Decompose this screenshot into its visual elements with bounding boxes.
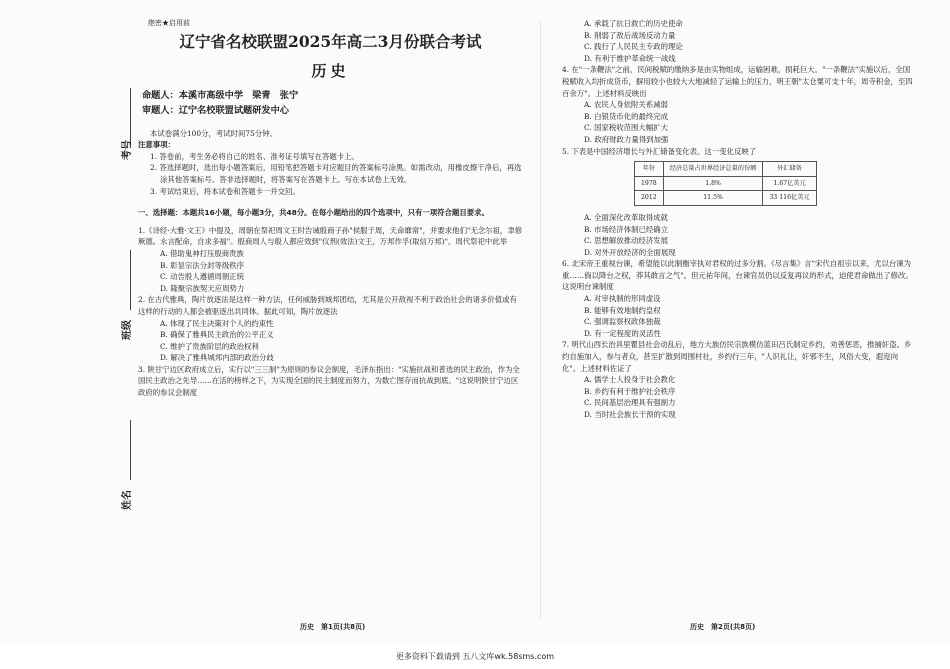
score-note: 本试卷满分100分，考试时间75分钟。 — [150, 128, 277, 138]
side-line-exam-no — [130, 88, 131, 148]
question-1-stem: 1.《诗经·大雅·文王》中提及，周朝在祭祀周文王时告诫殷商子孙"侯服于周，天命靡常"，并要求他们"无念尔祖，聿修厥德。永言配命，自求多福"。殷商周人与殷人都应效到"仪刑(效法)文王，万邦作孚(取信万邦)"。周代祭祀中此举 — [138, 225, 523, 247]
notice-heading: 注意事项： — [138, 140, 175, 150]
q6-option-d: D. 有一定程度的灵活性 — [584, 328, 661, 338]
notice-item: 2. 答选择题时，选出每小题答案后，用铅笔把答题卡对应题目的答案标号涂黑。如需改动，用橡皮擦干净后，再选涂其他答案标号。答非选择题时，将答案写在答题卡上。写在本试卷上无效。 — [150, 163, 522, 184]
q1-option-d: D. 隆聚宗族契天应周势力 — [160, 283, 245, 293]
q3-option-b: B. 削弱了敌后战场反动力量 — [584, 30, 676, 40]
q3-option-a: A. 承载了抗日救亡的历史使命 — [584, 19, 683, 28]
download-note: 更多资料下载请到 五八文库wk.58sms.com — [0, 645, 950, 669]
economy-table — [634, 161, 817, 206]
notice-item: 3. 考试结束后，将本试卷和答题卡一并交回。 — [150, 186, 300, 196]
table-cell: 11.5% — [663, 191, 763, 206]
question-7-stem: 7. 明代山西长治具里瞿县社会动乱后，地方大族仿民宗族模仿蓝田吕氏制定乡约，劝善惩恶，推捕奸盗。乡约自施加入，参与者众，甚至扩散到周围村社，乡约行三年，"人识礼让，奸邪不生，风俗大变，遐迩向化"。上述材料佐证了 — [562, 340, 912, 373]
side-label-exam-no: 考号 — [122, 140, 133, 160]
page-1 — [138, 18, 523, 399]
table-cell: 33 116亿美元 — [763, 191, 816, 206]
question-2-stem: 2. 在古代雅典，陶片放逐法是这样一种方法，任何威胁到城邦团结，尤其是公开敌视不利于政治社会的诸多价值或有这样的行动的人都会被驱逐出共同体。据此可知，陶片放逐法 — [138, 295, 517, 316]
footer-page-1: 历史 第1页(共8页) — [300, 623, 366, 631]
q2-option-c: C. 维护了贵族阶层的政治权利 — [160, 341, 259, 351]
table-header: 年份 — [635, 162, 664, 177]
q1-option-b: B. 彰显宗法分封等级秩序 — [160, 260, 245, 270]
question-3-stem: 3. 陕甘宁边区政府成立后，实行以"三三制"为原则的参议会制度，毛泽东指出："实施抗战和普选的民主政治，作为全国民主政治之先导……在活的榜样之下，为实现全国的民主制度而努力，为数亡图存而抗战到底。"这说明陕甘宁边区政府的参议会制度 — [138, 364, 520, 398]
page-divider — [540, 20, 541, 620]
q3-option-c: C. 践行了人民民主专政的理论 — [584, 42, 683, 52]
table-cell: 2012 — [635, 191, 664, 206]
table-header: 外汇储备 — [763, 162, 816, 177]
q2-option-d: D. 解决了雅典城邦内部的政治分歧 — [160, 353, 274, 363]
side-label-class: 班级 — [122, 320, 133, 340]
footer-page-2: 历史 第2页(共8页) — [690, 623, 756, 631]
q4-option-a: A. 农民人身依附关系减弱 — [584, 100, 668, 110]
reviewer-line: 审题人：辽宁名校联盟试题研发中心 — [142, 104, 289, 116]
side-line-class — [130, 250, 131, 310]
q2-option-a: A. 体现了民主决策对个人的约束性 — [160, 318, 274, 328]
q3-option-d: D. 有利于维护革命统一战线 — [584, 53, 676, 63]
question-5-stem: 5. 下表是中国经济增长与外汇储备变化表。这一变化反映了 — [562, 146, 757, 156]
q5-option-b: B. 市场经济体制已经确立 — [584, 224, 669, 234]
q5-option-d: D. 对外开放经济的全面展现 — [584, 247, 676, 257]
q4-option-d: D. 政府财政力量得到加强 — [584, 134, 669, 144]
side-line-name — [130, 420, 131, 480]
q5-option-a: A. 全面深化改革取得成就 — [584, 212, 668, 222]
table-cell: 1.8% — [663, 176, 763, 191]
q6-option-a: A. 对宰执制的形同虚设 — [584, 294, 661, 304]
q7-option-a: A. 儒学士人投身于社会教化 — [584, 375, 676, 385]
question-4-stem: 4. 在"一条鞭法"之前，民间税赋的缴纳多是由实物组成，运输困难，损耗巨大。"一条鞭法"实施以后，全国税赋收入均折成货币，摒用较小也较大大地减轻了运输上的压力，明王朝"太仓粟可支十年，周寺积金，至四百余万"。上述材料反映出 — [562, 65, 913, 98]
q7-option-c: C. 民间基层治理具有强制力 — [584, 398, 676, 408]
author-line: 命题人：本溪市高级中学 梁青 张宁 — [142, 89, 299, 101]
table-cell: 1978 — [635, 176, 664, 191]
q1-option-c: C. 动告殷人遵循周朝正统 — [160, 272, 244, 282]
notice-item: 1. 答卷前，考生务必将自己的姓名、准考证号填写在答题卡上。 — [150, 151, 359, 161]
page-2 — [562, 18, 914, 421]
exam-title: 辽宁省名校联盟2025年高二3月份联合考试 — [179, 31, 482, 51]
q6-option-c: C. 强调监察权政体独裁 — [584, 317, 661, 327]
table-cell: 1.67亿美元 — [763, 176, 816, 191]
q5-option-c: C. 思想解放推动经济发展 — [584, 236, 668, 246]
table-header: 经济总量占世界经济总量的份额 — [663, 162, 763, 177]
q7-option-d: D. 当时社会族长干预的实现 — [584, 410, 676, 419]
side-label-name: 姓名 — [122, 490, 133, 510]
question-6-stem: 6. 北宋帝王重视台谏，希望能以此制衡宰执对君权的过多分割。《尽言集》言"宋代自祖宗以来，尤以台谏为重……倘以降台之权，莽其敢言之气"。但元祐年间，台谏官员仍以反复再议的形式，迫使君命做出了修改。这说明台谏制度 — [562, 259, 913, 292]
q1-option-a: A. 借助鬼神打压殷商贵族 — [160, 248, 244, 258]
q2-option-b: B. 确保了雅典民主政治的公平正义 — [160, 330, 274, 340]
subject-title: 历史 — [311, 61, 350, 80]
q7-option-b: B. 乡约有利于维护社会秩序 — [584, 386, 676, 396]
confidential-mark: 绝密★启用前 — [148, 19, 190, 27]
q6-option-b: B. 能够有效地制约皇权 — [584, 305, 661, 315]
q4-option-b: B. 白银货币化的最终完成 — [584, 111, 669, 121]
q4-option-c: C. 国家税收范围大幅扩大 — [584, 123, 668, 133]
section-heading: 一、选择题：本题共16小题，每小题3分，共48分。在每小题给出的四个选项中，只有一项符合题目要求。 — [138, 208, 489, 218]
